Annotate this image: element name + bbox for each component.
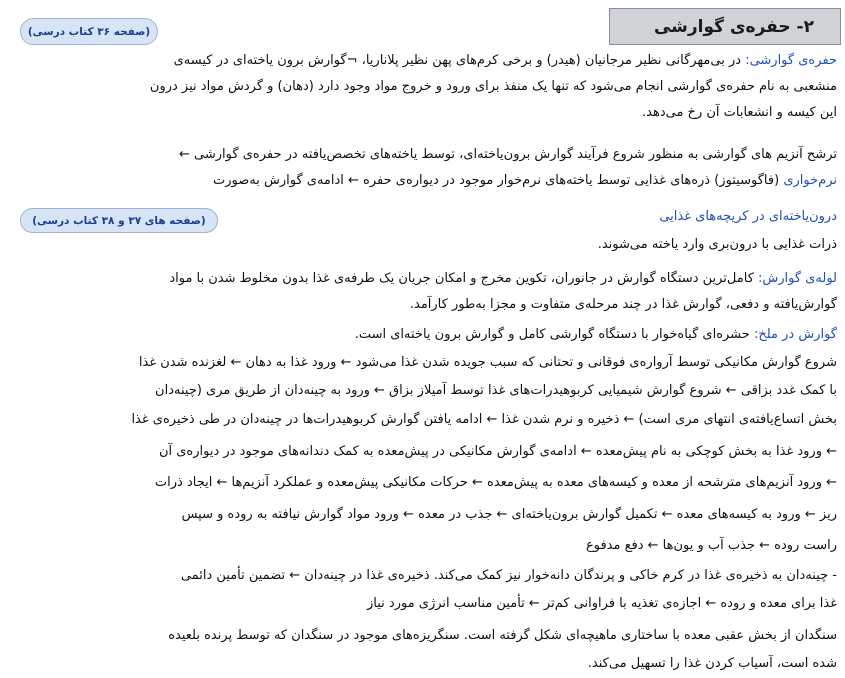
paragraph-line [213, 172, 837, 190]
section-title: ۲- حفره‌ی گوارشی [609, 8, 841, 45]
paragraph-line: سنگدان از بخش عقبی معده با ساختاری ماهیچه‌ای شکل گرفته است. سنگریزه‌های موجود در سنگدان که توسط پرنده بلعیده [168, 628, 837, 643]
term-digestive-cavity: حفره‌ی گوارشی: [745, 53, 837, 68]
paragraph-line: ← ورود غذا به بخش کوچکی به نام پیش‌معده ← ادامه‌ی گوارش مکانیکی در پیش‌معده به کمک دندانه‌های موجود در دیواره‌ی آن [158, 444, 837, 459]
page-reference-badge: (صفحه های ۳۷ و ۳۸ کتاب درسی) [20, 208, 218, 233]
paragraph-line: این کیسه و انشعابات آن رخ می‌دهد. [642, 105, 837, 120]
paragraph-line: ذرات غذایی با درون‌بری وارد یاخته می‌شوند. [597, 237, 837, 252]
text-span: (فاگوسیتوز) ذره‌های غذایی توسط یاخته‌های نرم‌خوار موجود در دیواره‌ی حفره ← ادامه‌ی گوارش به‌صورت [212, 173, 780, 188]
paragraph-line: ترشح آنزیم های گوارشی به منظور شروع فرآیند گوارش برون‌یاخته‌ای، توسط یاخته‌های تخصص‌یافته در حفره‌ی گوارشی ← [179, 147, 837, 162]
paragraph-line [355, 326, 837, 344]
paragraph-line: - چینه‌دان به ذخیره‌ی غذا در کرم خاکی و پرندگان دانه‌خوار نیز کمک می‌کند. ذخیره‌ی غذا در چینه‌دان ← تضمین تأمین دائمی [180, 568, 837, 583]
paragraph-line: ← ورود آنزیم‌های مترشحه از معده و کیسه‌های معده به پیش‌معده ← حرکات مکانیکی پیش‌معده و عملکرد آنزیم‌ها ← ایجاد ذرات [154, 475, 837, 490]
paragraph-line [659, 208, 837, 226]
text-span: حشره‌ای گیاه‌خوار با دستگاه گوارشی کامل و گوارش برون یاخته‌ای است. [354, 327, 750, 342]
term-grasshopper-digestion: گوارش در ملخ: [753, 327, 837, 342]
paragraph-line: شروع گوارش مکانیکی توسط آرواره‌ی فوقانی و تحتانی که سبب جویده شدن غذا می‌شود ← ورود غذا به دهان ← لغزنده شدن غذا [138, 355, 837, 370]
term-intracellular: درون‌یاخته‌ای در کریچه‌های غذایی [659, 209, 837, 224]
paragraph-line: بخش اتساع‌یافته‌ی انتهای مری است) ← ذخیره و نرم شدن غذا ← ادامه یافتن گوارش کربوهیدرات‌ها در چینه‌دان در طی ذخیره‌ی غذا [131, 412, 837, 427]
paragraph-line [169, 270, 837, 288]
paragraph-line: شده است، آسیاب کردن غذا را تسهیل می‌کند. [587, 656, 837, 671]
paragraph-line: با کمک غدد بزاقی ← شروع گوارش شیمیایی کربوهیدرات‌های غذا توسط آمیلاز بزاق ← ورود به چینه‌دان از طریق مری (چینه‌دان [155, 383, 837, 398]
paragraph-line: غذا برای معده و روده ← اجازه‌ی تغذیه با فراوانی کم‌تر ← تأمین مناسب انرژی مورد نیاز [367, 596, 837, 611]
term-phagocytosis: نرم‌خواری [783, 173, 837, 188]
text-span: در بی‌مهرگانی نظیر مرجانیان (هیدر) و برخی کرم‌های پهن نظیر پلاناریا، ¬گوارش برون یاخته‌ای در کیسه‌ی [173, 53, 742, 68]
term-digestive-tube: لوله‌ی گوارش: [758, 271, 837, 286]
page-reference-badge: (صفحه ۳۶ کتاب درسی) [20, 18, 158, 45]
paragraph-line: راست روده ← جذب آب و یون‌ها ← دفع مدفوع [586, 538, 837, 553]
text-span: کامل‌ترین دستگاه گوارش در جانوران، تکوین مخرج و امکان جریان یک طرفه‌ی غذا بدون مخلوط شدن با مواد [169, 271, 754, 286]
paragraph-line: گوارش‌یافته و دفعی، گوارش غذا در چند مرحله‌ی متفاوت و مجزا به‌طور کارآمد. [409, 297, 837, 312]
paragraph-line [174, 52, 837, 70]
paragraph-line: منشعبی به نام حفره‌ی گوارشی انجام می‌شود که تنها یک منفذ برای ورود و خروج مواد وجود دارد (دهان) و گردش مواد نیز درون [149, 79, 837, 94]
paragraph-line: ریز ← ورود به کیسه‌های معده ← تکمیل گوارش برون‌یاخته‌ای ← جذب در معده ← ورود مواد گوارش نیافته به روده و سپس [181, 507, 837, 522]
